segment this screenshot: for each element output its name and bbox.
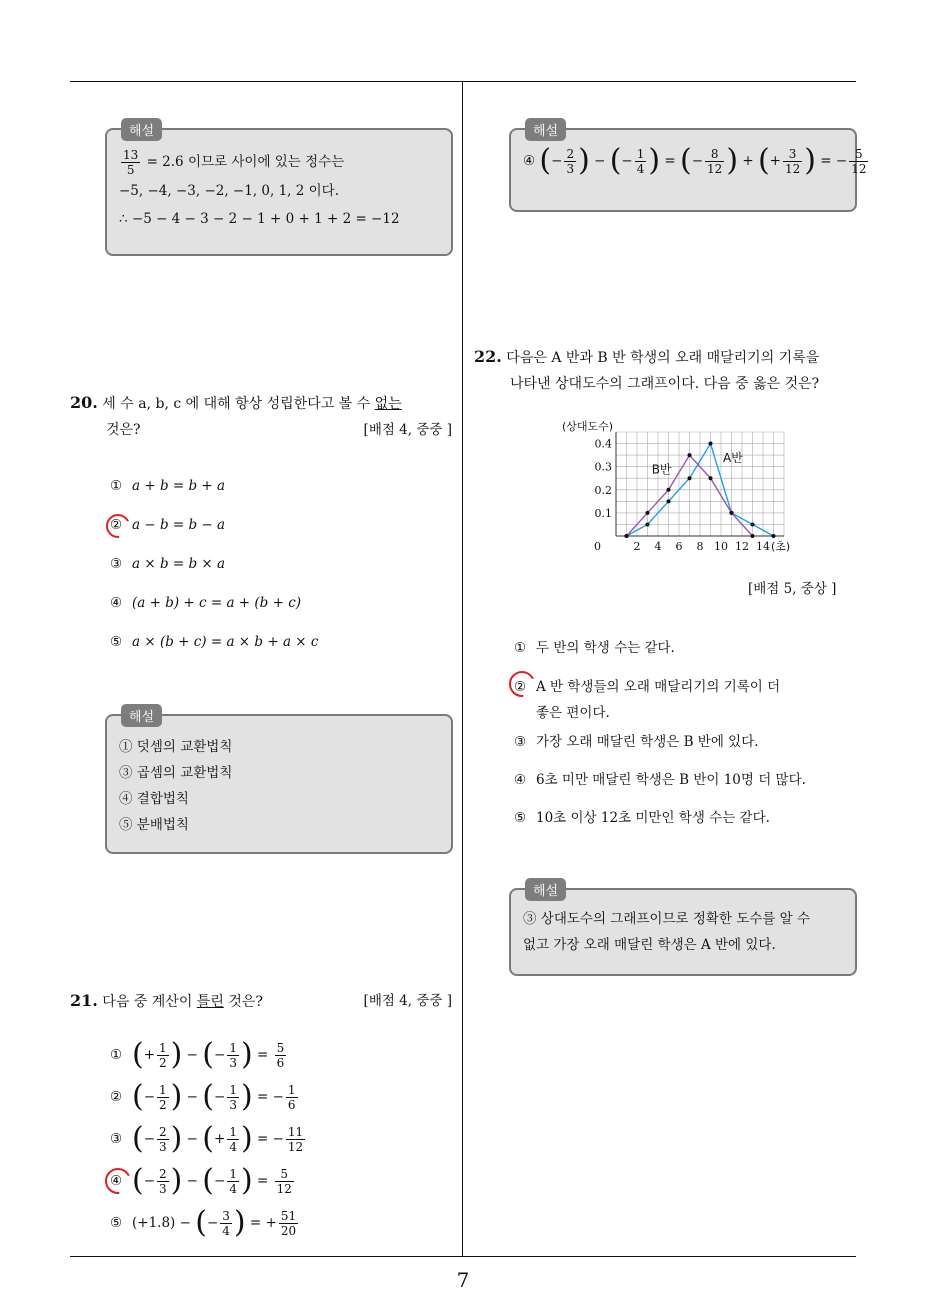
option-4[interactable]: ④ (a + b) + c = a + (b + c) xyxy=(110,595,302,611)
option-4[interactable]: ④ ( − $\frac{2}{3}$ ) − ( − $\frac{1}{4}$ ) = $\frac{5}{12}$ xyxy=(110,1163,292,1198)
y-tick-label: 0.3 xyxy=(594,460,612,474)
data-point-a xyxy=(709,442,713,446)
option-1[interactable]: ① ( + $\frac{1}{2}$ ) − ( − $\frac{1}{3}$ ) = $\frac{5}{6}$ xyxy=(110,1037,285,1072)
solution-line: ∴ −5 − 4 − 3 − 2 − 1 + 0 + 1 + 2 = −12 xyxy=(119,211,400,227)
data-point-b xyxy=(688,453,692,457)
question-20: 20. 세 수 a, b, c 에 대해 항상 성립한다고 볼 수 없는 것은? [배점 4, 중중 ] xyxy=(70,390,460,443)
option-4[interactable]: ④ 6초 미만 매달린 학생은 B 반이 10명 더 많다. xyxy=(514,772,806,788)
line-chart xyxy=(560,420,810,560)
y-tick-label: 0.4 xyxy=(594,437,612,451)
option-2-continued: 좋은 편이다. xyxy=(536,705,610,721)
x-tick-label: 6 xyxy=(675,540,683,553)
question-22: 22. 다음은 A 반과 B 반 학생의 오래 매달리기의 기록을 나타낸 상대도수의 그래프이다. 다음 중 옳은 것은? xyxy=(474,344,864,397)
data-point-b xyxy=(625,534,629,538)
solution-line: ⑤ 분배법칙 xyxy=(119,817,189,833)
solution-line: 없고 가장 오래 매달린 학생은 A 반에 있다. xyxy=(523,937,776,953)
data-point-a xyxy=(688,476,692,480)
question-meta: [배점 4, 중중 ] xyxy=(363,993,452,1009)
y-tick-label: 0.1 xyxy=(594,506,612,520)
bottom-rule xyxy=(70,1256,856,1257)
origin-label: 0 xyxy=(594,540,601,553)
question-text: 20. 세 수 a, b, c 에 대해 항상 성립한다고 볼 수 없는 xyxy=(70,393,402,412)
solution-tag: 해설 xyxy=(121,118,162,141)
x-tick-label: 8 xyxy=(696,540,704,553)
solution-box-20 xyxy=(105,710,453,854)
option-5[interactable]: ⑤ 10초 이상 12초 미만인 학생 수는 같다. xyxy=(514,810,770,826)
option-3[interactable]: ③ ( − $\frac{2}{3}$ ) − ( + $\frac{1}{4}$ ) = − $\frac{11}{12}$ xyxy=(110,1121,304,1156)
x-axis-label: (초) xyxy=(771,540,791,553)
solution-line: −5, −4, −3, −2, −1, 0, 1, 2 이다. xyxy=(119,183,340,199)
solution-tag: 해설 xyxy=(525,878,566,901)
solution-equation: ④ ( − $\frac{2}{3}$ ) − ( − $\frac{1}{4}$ ) = ( − $\frac{8}{12}$ ) + ( + $\frac{3}{12}$ ) = − $\frac{5}{12}$ xyxy=(523,143,867,178)
column-divider xyxy=(462,81,463,1256)
option-1[interactable]: ① 두 반의 학생 수는 같다. xyxy=(514,640,675,656)
solution-tag: 해설 xyxy=(525,118,566,141)
solution-line: ① 덧셈의 교환법칙 xyxy=(119,739,233,755)
solution-box-21 xyxy=(509,124,867,212)
data-point-b xyxy=(751,534,755,538)
option-2[interactable]: ② ( − $\frac{1}{2}$ ) − ( − $\frac{1}{3}$ ) = − $\frac{1}{6}$ xyxy=(110,1079,296,1114)
relative-frequency-chart xyxy=(560,420,810,560)
data-point-b xyxy=(667,488,671,492)
y-tick-label: 0.2 xyxy=(594,483,612,497)
data-point-a xyxy=(667,499,671,503)
solution-line: ③ 곱셈의 교환법칙 xyxy=(119,765,233,781)
solution-line: ③ 상대도수의 그래프이므로 정확한 도수를 알 수 xyxy=(523,911,811,927)
top-rule xyxy=(70,81,856,82)
data-point-a xyxy=(646,522,650,526)
x-tick-label: 4 xyxy=(654,540,662,553)
question-meta: [배점 4, 중중 ] xyxy=(363,422,452,438)
x-tick-label: 10 xyxy=(714,540,728,553)
question-meta: [배점 5, 중상 ] xyxy=(748,581,837,597)
data-point-b xyxy=(730,511,734,515)
option-5[interactable]: ⑤ a × (b + c) = a × b + a × c xyxy=(110,634,319,650)
solution-box-22 xyxy=(509,884,857,976)
fraction: $\frac{13}{5}$ xyxy=(123,148,139,177)
x-tick-label: 2 xyxy=(633,540,641,553)
page-number: 7 xyxy=(456,1268,470,1292)
series-label-a: A반 xyxy=(723,451,743,466)
solution-tag: 해설 xyxy=(121,704,162,727)
option-3[interactable]: ③ a × b = b × a xyxy=(110,556,226,572)
solution-line: $\frac{13}{5}$ = 2.6 이므로 사이에 있는 정수는 xyxy=(123,148,345,177)
question-text: 21. 다음 중 계산이 틀린 것은? [배점 4, 중중 ] xyxy=(70,988,460,1015)
solution-line: ④ 결합법칙 xyxy=(119,791,189,807)
series-label-b: B반 xyxy=(651,462,672,477)
x-tick-label: 12 xyxy=(735,540,749,553)
x-tick-label: 14 xyxy=(756,540,770,553)
data-point-b xyxy=(709,476,713,480)
option-1[interactable]: ① a + b = b + a xyxy=(110,478,226,494)
option-2[interactable]: ② a − b = b − a xyxy=(110,517,226,533)
solution-box-19 xyxy=(105,124,453,256)
option-3[interactable]: ③ 가장 오래 매달린 학생은 B 반에 있다. xyxy=(514,734,759,750)
data-point-b xyxy=(646,511,650,515)
option-2[interactable]: ② A 반 학생들의 오래 매달리기의 기록이 더 xyxy=(514,679,781,695)
y-axis-label: (상대도수) xyxy=(562,420,614,433)
question-text: 22. 다음은 A 반과 B 반 학생의 오래 매달리기의 기록을 xyxy=(474,347,820,366)
question-21 xyxy=(70,988,460,1015)
data-point-a xyxy=(772,534,776,538)
option-5[interactable]: ⑤ (+1.8) − ( − $\frac{3}{4}$ ) = + $\frac{51}{20}$ xyxy=(110,1205,297,1240)
data-point-a xyxy=(751,522,755,526)
